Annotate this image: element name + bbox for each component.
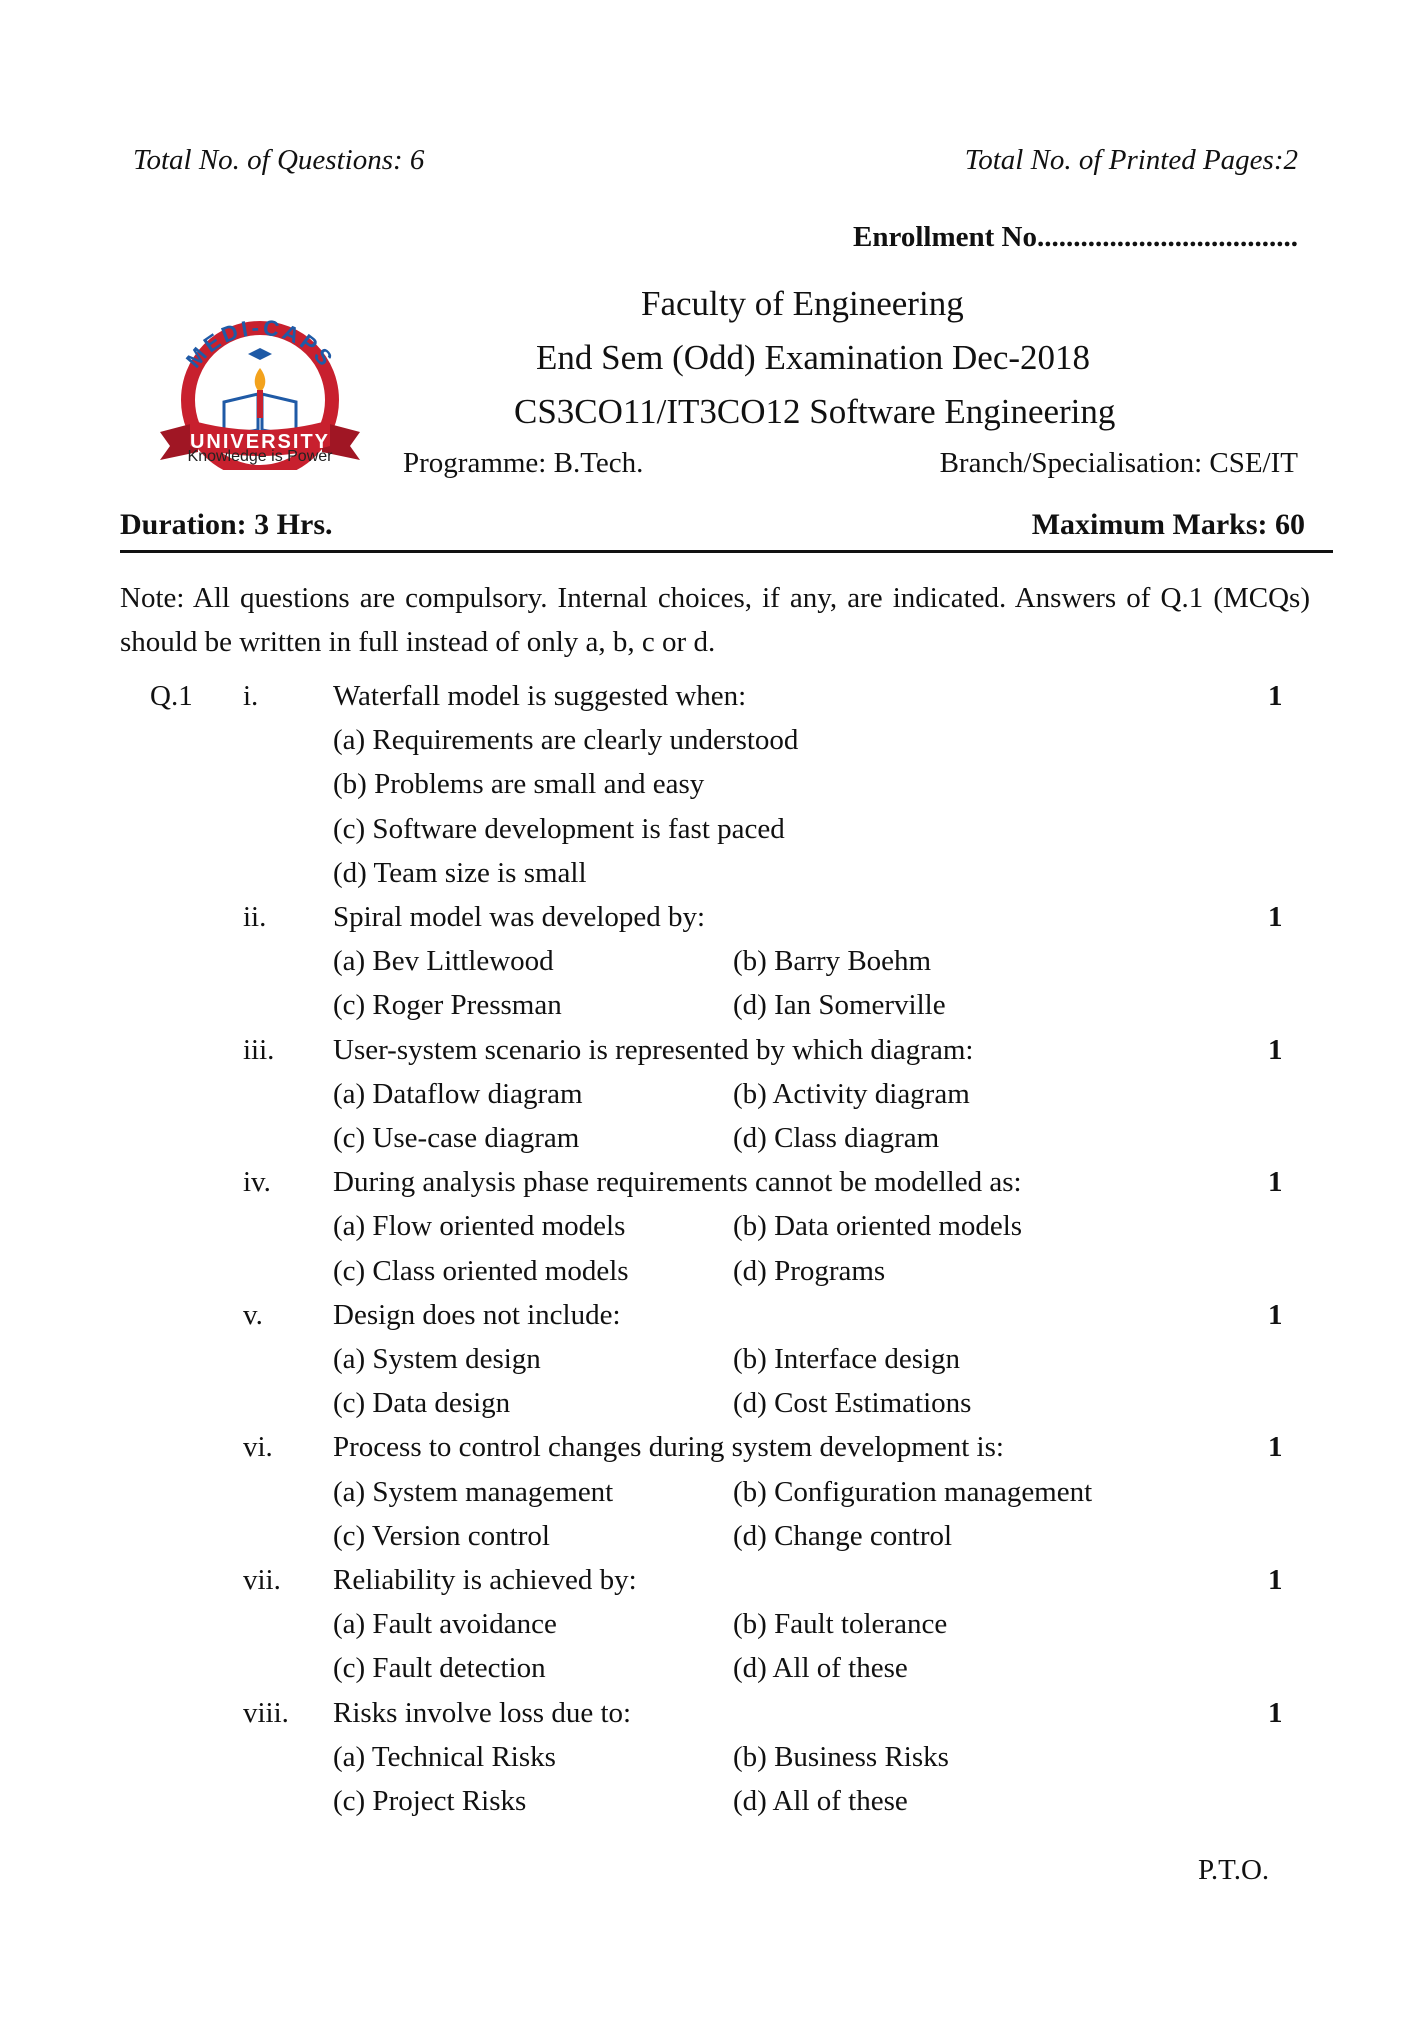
- option-row: [0, 1476, 1428, 1520]
- question-marks: 1: [1268, 1298, 1283, 1331]
- duration: Duration: 3 Hrs.: [120, 508, 333, 541]
- question-text: During analysis phase requirements cannot be modelled as:: [333, 1166, 1022, 1199]
- question-text: Risks involve loss due to:: [333, 1696, 632, 1729]
- question-row: [0, 1431, 1428, 1475]
- maximum-marks: Maximum Marks: 60: [1031, 508, 1305, 541]
- answer-option: (b) Business Risks: [733, 1740, 949, 1773]
- answer-option: (d) Change control: [733, 1519, 953, 1552]
- answer-option: (c) Version control: [333, 1519, 550, 1552]
- instructions-note: Note: All questions are compulsory. Internal choices, if any, are indicated. Answers of Q.1 (MCQs) should be written in full instead of only a, b, c or d.: [120, 582, 1310, 658]
- answer-option: (c) Roger Pressman: [333, 989, 562, 1022]
- answer-option: (b) Configuration management: [733, 1475, 1093, 1508]
- answer-option: (c) Project Risks: [333, 1785, 527, 1817]
- answer-option: (d) All of these: [733, 1652, 908, 1685]
- branch-specialisation: Branch/Specialisation: CSE/IT: [939, 447, 1298, 479]
- answer-option: (a) Bev Littlewood: [333, 945, 554, 978]
- answer-option: (a) Flow oriented models: [333, 1210, 626, 1243]
- option-row: [0, 1520, 1428, 1564]
- question-row: [0, 1166, 1428, 1210]
- answer-option: (c) Class oriented models: [333, 1254, 629, 1287]
- question-row: [0, 680, 1428, 724]
- question-number: i.: [243, 680, 259, 712]
- question-row: [0, 1564, 1428, 1608]
- answer-option: (a) System management: [333, 1475, 614, 1508]
- answer-option: (a) Requirements are clearly understood: [333, 724, 799, 757]
- option-row: [0, 1210, 1428, 1254]
- option-row: [0, 989, 1428, 1033]
- question-number: vii.: [243, 1564, 281, 1596]
- question-marks: 1: [1268, 1166, 1283, 1199]
- programme: Programme: B.Tech.: [403, 447, 644, 479]
- option-row: [0, 813, 1428, 857]
- answer-option: (c) Software development is fast paced: [333, 812, 785, 845]
- answer-option: (d) Programs: [733, 1254, 886, 1287]
- please-turn-over: P.T.O.: [1198, 1854, 1270, 1886]
- question-text: Process to control changes during system development is:: [333, 1431, 1004, 1464]
- enrollment-number-field: Enrollment No....................................: [853, 221, 1298, 253]
- question-text: User-system scenario is represented by which diagram:: [333, 1033, 974, 1066]
- answer-option: (b) Data oriented models: [733, 1210, 1023, 1243]
- question-row: [0, 901, 1428, 945]
- option-row: [0, 724, 1428, 768]
- answer-option: (a) Dataflow diagram: [333, 1077, 583, 1110]
- question-marks: 1: [1268, 901, 1283, 933]
- question-number: iii.: [243, 1033, 275, 1066]
- answer-option: (c) Use-case diagram: [333, 1122, 580, 1154]
- question-number: ii.: [243, 901, 267, 933]
- answer-option: (b) Barry Boehm: [733, 945, 932, 978]
- question-text: Design does not include:: [333, 1298, 621, 1331]
- answer-option: (d) Class diagram: [733, 1122, 940, 1154]
- answer-option: (d) All of these: [733, 1785, 908, 1817]
- question-group-label: Q.1: [150, 680, 193, 712]
- option-row: [0, 768, 1428, 812]
- answer-option: (d) Ian Somerville: [733, 989, 946, 1022]
- answer-option: (d) Team size is small: [333, 856, 587, 889]
- answer-option: (b) Problems are small and easy: [333, 768, 705, 801]
- option-row: [0, 1652, 1428, 1696]
- question-row: [0, 1034, 1428, 1078]
- question-row: [0, 1299, 1428, 1343]
- option-row: [0, 1387, 1428, 1431]
- question-marks: 1: [1268, 1033, 1283, 1066]
- question-number: iv.: [243, 1166, 271, 1199]
- question-number: vi.: [243, 1431, 273, 1464]
- answer-option: (b) Fault tolerance: [733, 1608, 948, 1641]
- exam-title: End Sem (Odd) Examination Dec-2018: [536, 338, 1091, 377]
- logo-banner-text: UNIVERSITY: [189, 431, 331, 453]
- university-logo-emblem: [140, 290, 380, 470]
- university-logo: [140, 290, 380, 470]
- question-number: v.: [243, 1298, 263, 1331]
- answer-option: (a) System design: [333, 1343, 541, 1375]
- option-row: [0, 1741, 1428, 1785]
- option-row: [0, 1608, 1428, 1652]
- question-marks: 1: [1268, 680, 1283, 712]
- svg-text:MEDI-CAPS: [181, 315, 339, 373]
- question-number: viii.: [243, 1696, 289, 1729]
- question-row: [0, 1697, 1428, 1741]
- question-marks: 1: [1268, 1564, 1283, 1596]
- faculty-title: Faculty of Engineering: [641, 284, 964, 323]
- header-divider: [120, 550, 1333, 553]
- total-questions: Total No. of Questions: 6: [133, 144, 425, 176]
- question-text: Spiral model was developed by:: [333, 901, 706, 933]
- option-row: [0, 945, 1428, 989]
- option-row: [0, 1343, 1428, 1387]
- question-text: Reliability is achieved by:: [333, 1564, 637, 1596]
- question-marks: 1: [1268, 1696, 1283, 1729]
- logo-top-text: MEDI-CAPS: [180, 314, 340, 373]
- question-text: Waterfall model is suggested when:: [333, 680, 747, 712]
- question-marks: 1: [1268, 1431, 1283, 1464]
- answer-option: (b) Activity diagram: [733, 1077, 970, 1110]
- answer-option: (c) Data design: [333, 1387, 511, 1420]
- logo-tagline: Knowledge is Power: [187, 448, 333, 465]
- option-row: [0, 1785, 1428, 1829]
- course-title: CS3CO11/IT3CO12 Software Engineering: [514, 392, 1116, 431]
- answer-option: (c) Fault detection: [333, 1652, 546, 1685]
- option-row: [0, 1078, 1428, 1122]
- answer-option: (a) Fault avoidance: [333, 1608, 557, 1641]
- option-row: [0, 857, 1428, 901]
- option-row: [0, 1122, 1428, 1166]
- total-printed-pages: Total No. of Printed Pages:2: [964, 144, 1298, 176]
- answer-option: (b) Interface design: [733, 1343, 961, 1375]
- answer-option: (a) Technical Risks: [333, 1740, 556, 1773]
- option-row: [0, 1255, 1428, 1299]
- answer-option: (d) Cost Estimations: [733, 1387, 972, 1420]
